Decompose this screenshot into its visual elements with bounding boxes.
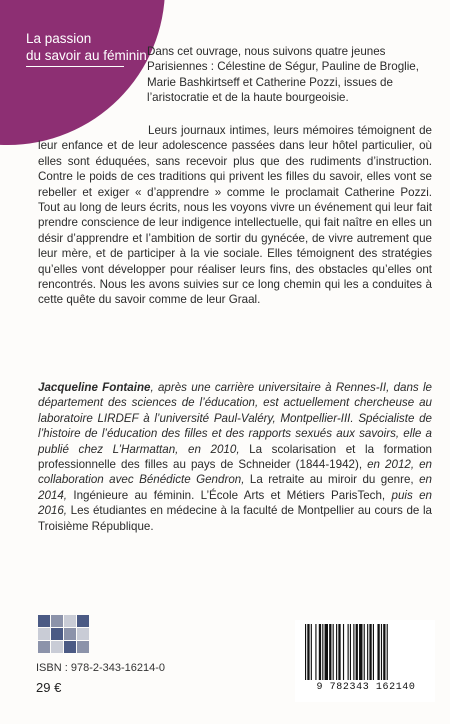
series-title-line2: du savoir au féminin	[26, 48, 147, 63]
body-paragraph: Leurs journaux intimes, leurs mémoires témoignent de leur enfance et de leur adolescence passées dans leur hôtel particulier, où elles sont éduquées, sans recevoir plus que des rudiments d’instruction. Contre le poids de ces traditions qui privent les filles du savoir, elles vont se rebeller et exiger « d’apprendre » comme le proclamait Catherine Pozzi. Tout au long de leurs écrits, nous les voyons vivre un événement qui leur fait prendre conscience de leur indigence intellectuelle, qui fait naître en elles un désir d’apprendre et l’ambition de sortir du gynécée, de vivre autrement que leur mère, et de participer à la vie sociale. Elles témoignent des stratégies qu’elles vont développer pour réaliser leurs fins, des obstacles qu’elles ont rencontrés. Nous les avons suivies sur ce long chemin qui les a conduites à cette quête du savoir comme de leur Graal.	[38, 124, 432, 307]
series-title-rule	[26, 66, 124, 67]
isbn: ISBN : 978-2-343-16214-0	[36, 662, 166, 674]
barcode-bars	[301, 624, 429, 682]
series-title	[26, 30, 156, 64]
bio-work2: La retraite au miroir du genre,	[244, 473, 420, 487]
price: 29 €	[36, 680, 62, 695]
publisher-logo	[38, 615, 89, 653]
barcode	[295, 620, 435, 702]
barcode-digits: 9 782343 162140	[316, 682, 416, 693]
bio-work4: Les étudiantes en médecine à la faculté de Montpellier au cours de la Troisième République.	[38, 504, 432, 533]
author-name: Jacqueline Fontaine	[38, 381, 151, 394]
intro-paragraph: Dans cet ouvrage, nous suivons quatre jeunes Parisiennes : Célestine de Ségur, Pauline de Broglie, Marie Bashkirtseff et Catherine Pozzi, issues de l’aristocratie et de la haute bourgeoisie.	[147, 45, 419, 105]
series-title-line1: La passion	[26, 31, 92, 46]
bio-part3: en 2014,	[38, 473, 432, 502]
bio-part2: en 2012, en collaboration avec Bénédicte Gendron,	[38, 458, 433, 487]
bio-part4: puis en 2016,	[38, 488, 433, 518]
bio-part1: , après une carrière universitaire à Rennes-II, dans le département des sciences de l’éducation, est actuellement chercheuse au laboratoire LIRDEF à l’université Paul-Valéry, Montpellier-III. Spécialiste de l’histoire de l’éducation des filles et des rapports sexués aux savoirs, elle a publié chez L’Harmattan, en 2010,	[38, 381, 432, 456]
author-bio	[38, 380, 432, 534]
bio-work1: La scolarisation et la formation professionnelle des filles au pays de Schneider (1844-1942),	[38, 442, 432, 472]
bio-work3: Ingénieure au féminin. L’École Arts et Métiers ParisTech,	[67, 488, 392, 502]
